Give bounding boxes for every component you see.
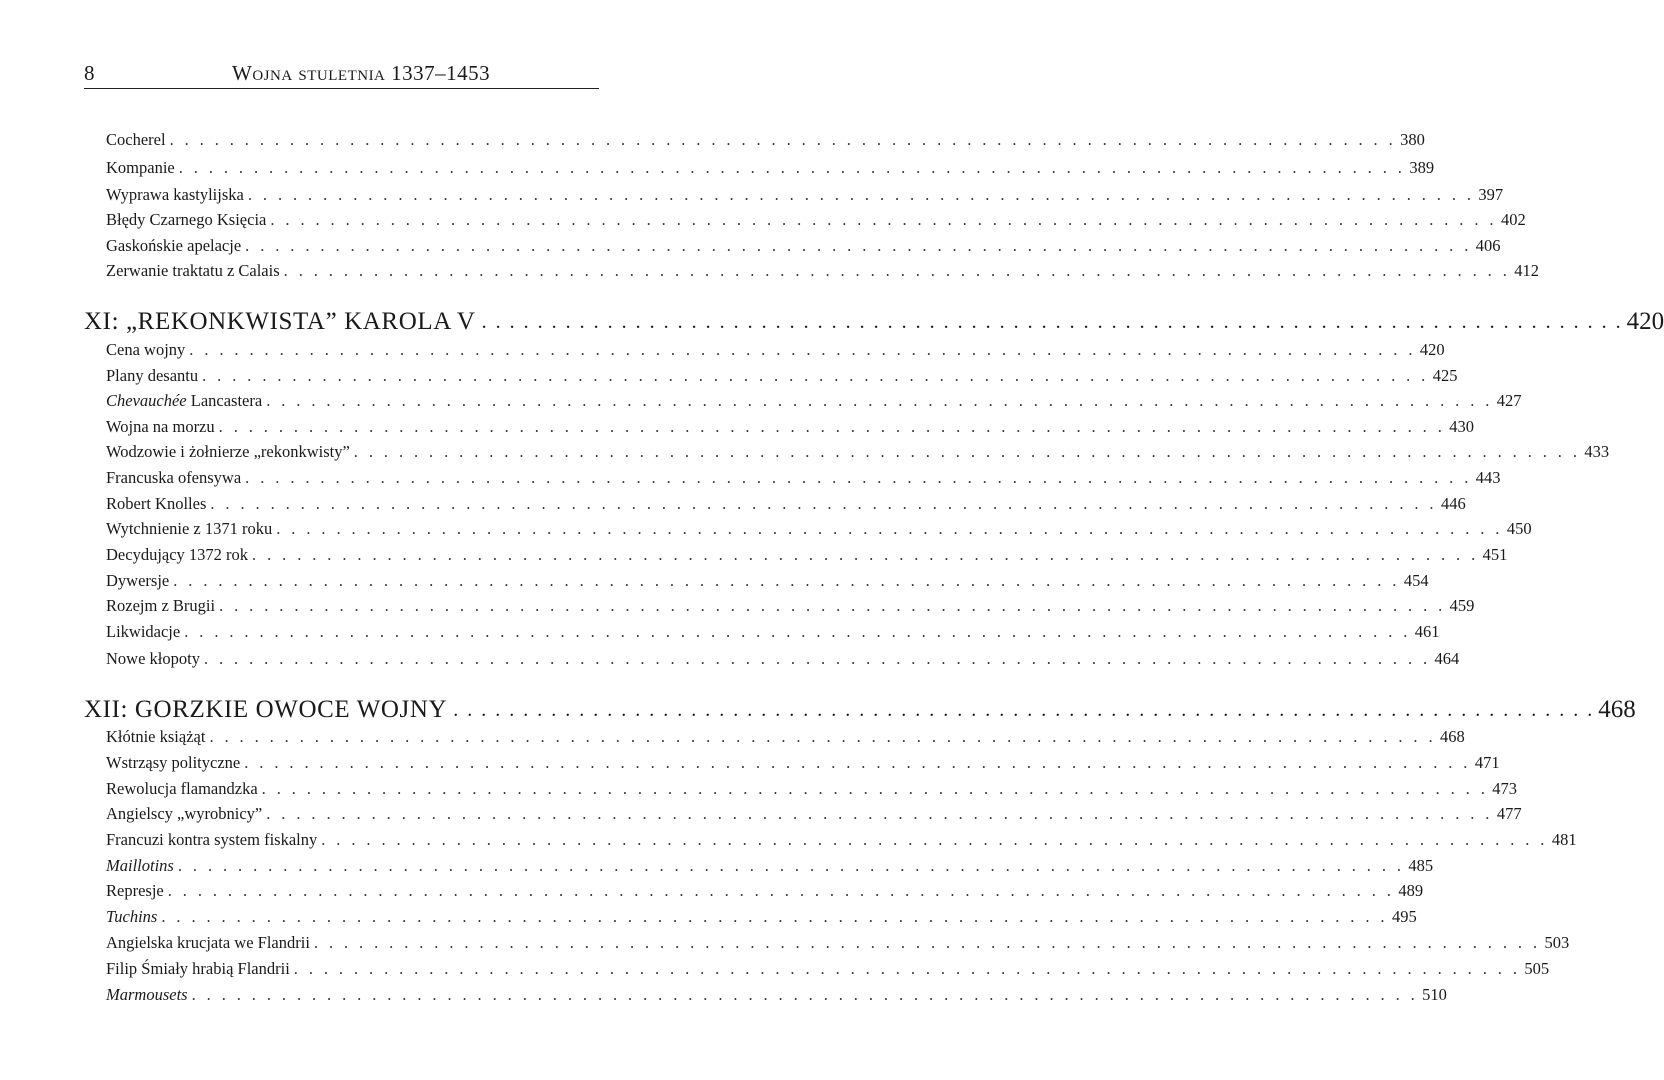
toc-entry-label: Dywersje bbox=[106, 571, 170, 590]
toc-page-number: 446 bbox=[1440, 494, 1466, 513]
toc-page-number: 443 bbox=[1475, 468, 1501, 487]
toc-entry[interactable] bbox=[106, 776, 1517, 802]
toc-entry[interactable] bbox=[106, 827, 1577, 853]
dot-leader: . . . . . . . . . . . . . . . . . . . . . . . . . . . . . . . . . . . . . . . . . . . . . . . . . . . . . . . . . . . . . . . . . . . . . . . . . . . . . . . . . . bbox=[167, 881, 1395, 900]
toc-entry-label: Wyprawa kastylijska bbox=[106, 185, 244, 204]
toc-entry-label: Filip Śmiały hrabią Flandrii bbox=[106, 959, 290, 978]
toc-entry[interactable] bbox=[106, 491, 1466, 517]
toc-entry-label: Robert Knolles bbox=[106, 494, 207, 513]
toc-entry[interactable] bbox=[106, 542, 1508, 568]
toc-entry-label: Rewolucja flamandzka bbox=[106, 779, 258, 798]
toc-entry-label-rest: Lancastera bbox=[186, 391, 263, 410]
toc-entry-label: Kłótnie książąt bbox=[106, 727, 206, 746]
dot-leader: . . . . . . . . . . . . . . . . . . . . . . . . . . . . . . . . . . . . . . . . . . . . . . . . . . . . . . . . . . . . . . . . . . . . . . . . . . . . . . . . . . bbox=[245, 468, 1472, 487]
toc-page-number: 402 bbox=[1500, 210, 1526, 229]
toc-entry-label: Likwidacje bbox=[106, 622, 181, 641]
toc-entry[interactable] bbox=[106, 516, 1532, 542]
toc-page-number: 495 bbox=[1391, 907, 1417, 926]
dot-leader: . . . . . . . . . . . . . . . . . . . . . . . . . . . . . . . . . . . . . . . . . . . . . . . . . . . . . . . . . . . . . . . . . . . . . . . . . . . . . . . . . . bbox=[161, 907, 1388, 926]
toc-entry[interactable] bbox=[106, 646, 1460, 672]
toc-page-number: 430 bbox=[1449, 417, 1474, 436]
toc-entry-label: Angielska krucjata we Flandrii bbox=[106, 933, 310, 952]
toc-page-number: 485 bbox=[1408, 856, 1434, 875]
toc-entry-label: Angielscy „wyrobnicy” bbox=[106, 804, 263, 823]
toc-entry[interactable] bbox=[106, 930, 1570, 956]
dot-leader: . . . . . . . . . . . . . . . . . . . . . . . . . . . . . . . . . . . . . . . . . . . . . . . . . . . . . . . . . . . . . . . . . . . . . . . . . . . . . . . . . . bbox=[169, 130, 1397, 149]
toc-page-number: 468 bbox=[1440, 727, 1465, 746]
toc-entry[interactable] bbox=[106, 363, 1458, 389]
toc-entry[interactable] bbox=[106, 724, 1465, 750]
toc-page-number: 380 bbox=[1400, 130, 1425, 149]
toc-entry[interactable] bbox=[106, 258, 1539, 284]
running-title: Wojna stuletnia 1337–1453 bbox=[232, 61, 491, 85]
chapter-title: XII: GORZKIE OWOCE WOJNY bbox=[84, 696, 448, 723]
toc-entry-label bbox=[106, 388, 266, 414]
dot-leader: . . . . . . . . . . . . . . . . . . . . . . . . . . . . . . . . . . . . . . . . . . . . . . . . . . . . . . . . . . . . . . . . . . . . . . . . . . . . . . . . . . bbox=[210, 494, 1437, 513]
toc-entry[interactable] bbox=[106, 233, 1501, 259]
toc-entry-label: Błędy Czarnego Księcia bbox=[106, 210, 267, 229]
toc-entry-label: Rozejm z Brugii bbox=[106, 596, 216, 615]
toc-entry-label: Francuska ofensywa bbox=[106, 468, 242, 487]
toc-entry-label: Gaskońskie apelacje bbox=[106, 236, 242, 255]
toc-page-number: 489 bbox=[1398, 881, 1424, 900]
toc-entry[interactable] bbox=[106, 853, 1434, 879]
toc-entry-label: Zerwanie traktatu z Calais bbox=[106, 261, 280, 280]
dot-leader: . . . . . . . . . . . . . . . . . . . . . . . . . . . . . . . . . . . . . . . . . . . . . . . . . . . . . . . . . . . . . . . . . . . . . . . . . . . . . . . . . . bbox=[321, 830, 1548, 849]
toc-page-number: 433 bbox=[1584, 442, 1610, 461]
toc-page-number: 459 bbox=[1449, 596, 1475, 615]
dot-leader: . . . . . . . . . . . . . . . . . . . . . . . . . . . . . . . . . . . . . . . . . . . . . . . . . . . . . . . . . . . . . . . . . . . . . . . . . . . . . . . . . . bbox=[481, 311, 1623, 333]
dot-leader: . . . . . . . . . . . . . . . . . . . . . . . . . . . . . . . . . . . . . . . . . . . . . . . . . . . . . . . . . . . . . . . . . . . . . . . . . . . . . . . . . . bbox=[218, 417, 1446, 436]
toc-entry-label: Represje bbox=[106, 881, 164, 900]
toc-entry[interactable] bbox=[106, 388, 1522, 414]
toc-page-number: 412 bbox=[1514, 261, 1539, 280]
dot-leader: . . . . . . . . . . . . . . . . . . . . . . . . . . . . . . . . . . . . . . . . . . . . . . . . . . . . . . . . . . . . . . . . . . . . . . . . . . . . . . . . . . bbox=[178, 158, 1406, 177]
dot-leader: . . . . . . . . . . . . . . . . . . . . . . . . . . . . . . . . . . . . . . . . . . . . . . . . . . . . . . . . . . . . . . . . . . . . . . . . . . . . . . . . . . bbox=[245, 236, 1472, 255]
toc-page-number: 471 bbox=[1474, 753, 1500, 772]
page-number: 8 bbox=[84, 61, 95, 85]
toc-page-number: 503 bbox=[1544, 933, 1570, 952]
toc-entry-label: Wojna na morzu bbox=[106, 417, 215, 436]
dot-leader: . . . . . . . . . . . . . . . . . . . . . . . . . . . . . . . . . . . . . . . . . . . . . . . . . . . . . . . . . . . . . . . . . . . . . . . . . . . . . . . . . . bbox=[244, 753, 1471, 772]
toc-page-number: 454 bbox=[1403, 571, 1429, 590]
toc-entry[interactable] bbox=[106, 593, 1475, 619]
dot-leader: . . . . . . . . . . . . . . . . . . . . . . . . . . . . . . . . . . . . . . . . . . . . . . . . . . . . . . . . . . . . . . . . . . . . . . . . . . . . . . . . . . bbox=[293, 959, 1521, 978]
dot-leader: . . . . . . . . . . . . . . . . . . . . . . . . . . . . . . . . . . . . . . . . . . . . . . . . . . . . . . . . . . . . . . . . . . . . . . . . . . . . . . . . . . bbox=[270, 210, 1497, 229]
toc-page-number: 406 bbox=[1475, 236, 1501, 255]
page-header bbox=[84, 58, 599, 89]
toc-entry[interactable] bbox=[106, 127, 1425, 153]
toc-page-number: 505 bbox=[1524, 959, 1550, 978]
chapter-page-number: 468 bbox=[1598, 696, 1636, 723]
dot-leader: . . . . . . . . . . . . . . . . . . . . . . . . . . . . . . . . . . . . . . . . . . . . . . . . . . . . . . . . . . . . . . . . . . . . . . . . . . . . . . . . . . bbox=[189, 340, 1416, 359]
toc-entry[interactable] bbox=[106, 904, 1417, 930]
chapter-heading-xii[interactable] bbox=[84, 692, 1636, 728]
toc-page-number: 397 bbox=[1478, 185, 1504, 204]
toc-page-number: 420 bbox=[1419, 340, 1445, 359]
dot-leader: . . . . . . . . . . . . . . . . . . . . . . . . . . . . . . . . . . . . . . . . . . . . . . . . . . . . . . . . . . . . . . . . . . . . . . . . . . . . . . . . . . bbox=[191, 985, 1419, 1004]
dot-leader: . . . . . . . . . . . . . . . . . . . . . . . . . . . . . . . . . . . . . . . . . . . . . . . . . . . . . . . . . . . . . . . . . . . . . . . . . . . . . . . . . . bbox=[184, 622, 1411, 641]
dot-leader: . . . . . . . . . . . . . . . . . . . . . . . . . . . . . . . . . . . . . . . . . . . . . . . . . . . . . . . . . . . . . . . . . . . . . . . . . . . . . . . . . . bbox=[313, 933, 1541, 952]
toc-entry[interactable] bbox=[106, 619, 1440, 645]
dot-leader: . . . . . . . . . . . . . . . . . . . . . . . . . . . . . . . . . . . . . . . . . . . . . . . . . . . . . . . . . . . . . . . . . . . . . . . . . . . . . . . . . . bbox=[209, 727, 1437, 746]
toc-entry-label: Wodzowie i żołnierze „rekonkwisty” bbox=[106, 442, 350, 461]
toc-entry[interactable] bbox=[106, 182, 1504, 208]
dot-leader: . . . . . . . . . . . . . . . . . . . . . . . . . . . . . . . . . . . . . . . . . . . . . . . . . . . . . . . . . . . . . . . . . . . . . . . . . . . . . . . . . . bbox=[252, 545, 1479, 564]
toc-entry-label: Marmousets bbox=[106, 985, 188, 1004]
toc-entry[interactable] bbox=[106, 337, 1445, 363]
toc-entry-label: Wstrząsy polityczne bbox=[106, 753, 241, 772]
toc-entry[interactable] bbox=[106, 465, 1501, 491]
toc-entry-label: Plany desantu bbox=[106, 366, 199, 385]
toc-entry[interactable] bbox=[106, 439, 1610, 465]
toc-page-number: 477 bbox=[1496, 804, 1522, 823]
dot-leader: . . . . . . . . . . . . . . . . . . . . . . . . . . . . . . . . . . . . . . . . . . . . . . . . . . . . . . . . . . . . . . . . . . . . . . . . . . . . . . . . . . bbox=[202, 366, 1429, 385]
chapter-title: XI: „REKONKWISTA” KAROLA V bbox=[84, 308, 476, 335]
toc-entry[interactable] bbox=[106, 878, 1424, 904]
toc-entry-label: Francuzi kontra system fiskalny bbox=[106, 830, 318, 849]
toc-page-number: 425 bbox=[1432, 366, 1458, 385]
dot-leader: . . . . . . . . . . . . . . . . . . . . . . . . . . . . . . . . . . . . . . . . . . . . . . . . . . . . . . . . . . . . . . . . . . . . . . . . . . . . . . . . . . bbox=[173, 571, 1400, 590]
dot-leader: . . . . . . . . . . . . . . . . . . . . . . . . . . . . . . . . . . . . . . . . . . . . . . . . . . . . . . . . . . . . . . . . . . . . . . . . . . . . . . . . . . bbox=[266, 391, 1493, 410]
dot-leader: . . . . . . . . . . . . . . . . . . . . . . . . . . . . . . . . . . . . . . . . . . . . . . . . . . . . . . . . . . . . . . . . . . . . . . . . . . . . . . . . . . bbox=[283, 261, 1511, 280]
dot-leader: . . . . . . . . . . . . . . . . . . . . . . . . . . . . . . . . . . . . . . . . . . . . . . . . . . . . . . . . . . . . . . . . . . . . . . . . . . . . . . . . . . bbox=[353, 442, 1581, 461]
toc-page-number: 450 bbox=[1506, 519, 1532, 538]
chapter-page-number: 420 bbox=[1626, 308, 1664, 335]
toc-page-number: 510 bbox=[1422, 985, 1447, 1004]
toc-entry-label: Cena wojny bbox=[106, 340, 186, 359]
dot-leader: . . . . . . . . . . . . . . . . . . . . . . . . . . . . . . . . . . . . . . . . . . . . . . . . . . . . . . . . . . . . . . . . . . . . . . . . . . . . . . . . . . bbox=[276, 519, 1503, 538]
toc-page-number: 389 bbox=[1409, 158, 1435, 177]
toc-entry[interactable] bbox=[106, 414, 1474, 440]
dot-leader: . . . . . . . . . . . . . . . . . . . . . . . . . . . . . . . . . . . . . . . . . . . . . . . . . . . . . . . . . . . . . . . . . . . . . . . . . . . . . . . . . . bbox=[203, 649, 1431, 668]
toc-entry-label: Decydujący 1372 rok bbox=[106, 545, 249, 564]
toc-page-number: 473 bbox=[1492, 779, 1517, 798]
dot-leader: . . . . . . . . . . . . . . . . . . . . . . . . . . . . . . . . . . . . . . . . . . . . . . . . . . . . . . . . . . . . . . . . . . . . . . . . . . . . . . . . . . bbox=[247, 185, 1475, 204]
toc-entry-label: Nowe kłopoty bbox=[106, 649, 200, 668]
dot-leader: . . . . . . . . . . . . . . . . . . . . . . . . . . . . . . . . . . . . . . . . . . . . . . . . . . . . . . . . . . . . . . . . . . . . . . . . . . . . . . . . . . bbox=[219, 596, 1446, 615]
toc-entry[interactable] bbox=[106, 207, 1526, 233]
chapter-heading-xi[interactable] bbox=[84, 304, 1664, 340]
toc-entry[interactable] bbox=[106, 568, 1429, 594]
toc-page-number: 427 bbox=[1496, 391, 1522, 410]
toc-entry[interactable] bbox=[106, 801, 1522, 827]
toc-entry-label: Tuchins bbox=[106, 907, 158, 926]
toc-entry-label-italic: Chevauchée bbox=[106, 391, 187, 410]
toc-page-number: 481 bbox=[1551, 830, 1577, 849]
dot-leader: . . . . . . . . . . . . . . . . . . . . . . . . . . . . . . . . . . . . . . . . . . . . . . . . . . . . . . . . . . . . . . . . . . . . . . . . . . . . . . . . . . bbox=[453, 699, 1595, 721]
toc-page-number: 461 bbox=[1414, 622, 1440, 641]
toc-entry-label: Wytchnienie z 1371 roku bbox=[106, 519, 273, 538]
toc-entry-label: Maillotins bbox=[106, 856, 174, 875]
dot-leader: . . . . . . . . . . . . . . . . . . . . . . . . . . . . . . . . . . . . . . . . . . . . . . . . . . . . . . . . . . . . . . . . . . . . . . . . . . . . . . . . . . bbox=[261, 779, 1489, 798]
toc-entry[interactable] bbox=[106, 155, 1435, 181]
toc-page-number: 451 bbox=[1482, 545, 1508, 564]
toc-entry[interactable] bbox=[106, 750, 1500, 776]
toc-entry-label: Cocherel bbox=[106, 130, 166, 149]
toc-entry[interactable] bbox=[106, 982, 1447, 1008]
toc-entry[interactable] bbox=[106, 956, 1550, 982]
dot-leader: . . . . . . . . . . . . . . . . . . . . . . . . . . . . . . . . . . . . . . . . . . . . . . . . . . . . . . . . . . . . . . . . . . . . . . . . . . . . . . . . . . bbox=[266, 804, 1493, 823]
toc-page-number: 464 bbox=[1434, 649, 1460, 668]
toc-entry-label: Kompanie bbox=[106, 158, 175, 177]
dot-leader: . . . . . . . . . . . . . . . . . . . . . . . . . . . . . . . . . . . . . . . . . . . . . . . . . . . . . . . . . . . . . . . . . . . . . . . . . . . . . . . . . . bbox=[177, 856, 1405, 875]
